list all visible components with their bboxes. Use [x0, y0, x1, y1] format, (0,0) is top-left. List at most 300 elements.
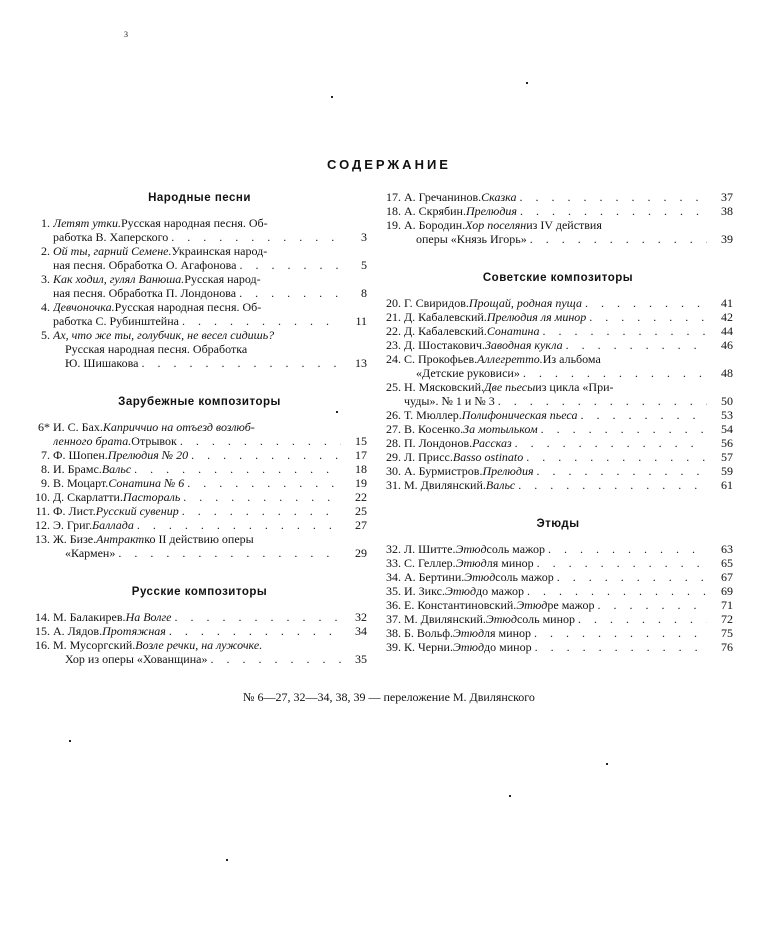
entry-body — [53, 638, 367, 666]
entry-text: Этюд — [444, 584, 477, 598]
entry-text: Протяжная — [102, 624, 166, 638]
entry-text: Этюд — [455, 556, 487, 570]
leader-dots — [517, 204, 707, 218]
entry-text: Ф. Лист. — [53, 504, 96, 518]
entry-body — [404, 338, 733, 352]
entry-line — [404, 380, 733, 394]
entry-body — [53, 272, 367, 300]
page-number: 53 — [721, 408, 733, 422]
leader-dots — [236, 258, 341, 272]
entry-text: Две пьесы — [484, 380, 536, 394]
entry-text: Этюд — [464, 570, 496, 584]
toc-entry[interactable] — [32, 420, 367, 448]
toc-entry[interactable] — [383, 570, 733, 584]
entry-body — [53, 504, 367, 518]
leader-dots — [534, 556, 707, 570]
entry-text: ная песня. Обработка О. Агафонова — [53, 258, 237, 272]
leader-dots — [177, 434, 341, 448]
print-speck — [606, 763, 608, 765]
section-heading: Народные песни — [148, 192, 251, 204]
entry-text: Русский сувенир — [95, 504, 179, 518]
page-number: 37 — [721, 190, 733, 204]
leader-dots — [179, 314, 341, 328]
entry-text: С. Геллер. — [404, 556, 456, 570]
entry-text: Прелюдия — [465, 204, 518, 218]
entry-number: 17. — [386, 190, 401, 204]
entry-text: Русская народная песня. Об- — [114, 300, 262, 314]
entry-line — [404, 366, 733, 380]
entry-number: 28. — [386, 436, 401, 450]
entry-number: 4. — [41, 300, 50, 314]
entry-text: Русская народная песня. Обработка — [65, 342, 248, 356]
toc-column-right — [383, 190, 733, 654]
entry-text: В. Моцарт. — [53, 476, 109, 490]
leader-dots — [554, 570, 707, 584]
toc-entry[interactable] — [32, 532, 367, 560]
entry-body — [53, 216, 367, 244]
entry-body — [404, 380, 733, 408]
entry-line — [404, 394, 733, 408]
entry-text: Л. Шитте. — [404, 542, 456, 556]
entry-text: Сонатина № 6 — [108, 476, 185, 490]
page-number: 69 — [721, 584, 733, 598]
entry-number: 32. — [386, 542, 401, 556]
entry-line — [53, 420, 367, 434]
entry-line — [404, 598, 733, 612]
entry-line — [404, 232, 733, 246]
toc-entry[interactable] — [383, 640, 733, 654]
entry-number: 30. — [386, 464, 401, 478]
entry-text: Basso ostinato — [452, 450, 524, 464]
entry-number: 20. — [386, 296, 401, 310]
toc-entry[interactable] — [383, 324, 733, 338]
page-number: 17 — [355, 448, 367, 462]
entry-text: И. Зикс. — [404, 584, 445, 598]
entry-text: Аллегретто. — [477, 352, 543, 366]
toc-entry[interactable] — [383, 296, 733, 310]
leader-dots — [539, 324, 707, 338]
entry-line — [53, 342, 367, 356]
entry-text: Д. Кабалевский. — [404, 324, 487, 338]
entry-body — [404, 324, 733, 338]
page-number: 50 — [721, 394, 733, 408]
entry-text: из IV действия — [526, 218, 602, 232]
entry-body — [53, 328, 367, 370]
entry-number: 25. — [386, 380, 401, 394]
entry-text: В. Косенко. — [404, 422, 464, 436]
toc-entry[interactable] — [32, 504, 367, 518]
page-number: 3 — [361, 230, 367, 244]
toc-entry[interactable] — [383, 408, 733, 422]
section-heading: Этюды — [536, 518, 580, 530]
entry-text: Ж. Бизе. — [53, 532, 97, 546]
entry-line — [53, 286, 367, 300]
leader-dots — [563, 338, 707, 352]
entry-line — [53, 652, 367, 666]
page-number: 5 — [361, 258, 367, 272]
entry-text: Д. Кабалевский. — [404, 310, 487, 324]
page-number: 27 — [355, 518, 367, 532]
toc-entry[interactable] — [383, 310, 733, 324]
leader-dots — [115, 546, 341, 560]
leader-dots — [236, 286, 341, 300]
entry-body — [404, 464, 733, 478]
entry-number: 36. — [386, 598, 401, 612]
entry-line — [404, 296, 733, 310]
leader-dots — [207, 652, 341, 666]
entry-text: А. Бертини. — [404, 570, 465, 584]
entry-text: Ф. Шопен. — [53, 448, 108, 462]
entry-text: соль минор — [516, 612, 576, 626]
page-number: 54 — [721, 422, 733, 436]
entry-text: Ю. Шишакова — [65, 356, 139, 370]
entry-text: до мажор — [476, 584, 524, 598]
leader-dots — [534, 464, 707, 478]
leader-dots — [184, 476, 341, 490]
entry-body — [53, 532, 367, 560]
entry-text: Хор поселян — [465, 218, 527, 232]
leader-dots — [517, 190, 708, 204]
toc-entry[interactable] — [32, 462, 367, 476]
toc-entry[interactable] — [383, 556, 733, 570]
entry-number: 14. — [35, 610, 50, 624]
entry-line — [404, 324, 733, 338]
toc-entry[interactable] — [383, 626, 733, 640]
entry-body — [53, 610, 367, 624]
leader-dots — [168, 230, 341, 244]
entry-body — [404, 584, 733, 598]
entry-line — [53, 638, 367, 652]
toc-entry[interactable] — [32, 490, 367, 504]
entry-text: За мотыльком — [463, 422, 538, 436]
toc-entry[interactable] — [383, 464, 733, 478]
leader-dots — [515, 478, 707, 492]
page-number: 25 — [355, 504, 367, 518]
entry-body — [404, 478, 733, 492]
leader-dots — [523, 450, 707, 464]
entry-line — [53, 328, 367, 342]
leader-dots — [188, 448, 341, 462]
entry-line — [53, 258, 367, 272]
entry-text: М. Двилянский. — [404, 478, 486, 492]
entry-body — [53, 490, 367, 504]
toc-entry[interactable] — [383, 450, 733, 464]
toc-entry[interactable] — [32, 638, 367, 666]
toc-entry[interactable] — [32, 610, 367, 624]
entry-line — [404, 338, 733, 352]
toc-entry[interactable] — [32, 272, 367, 300]
entry-text: Заводная кукла — [484, 338, 563, 352]
entry-body — [53, 518, 367, 532]
entry-body — [404, 436, 733, 450]
page-number: 39 — [721, 232, 733, 246]
entry-text: Хор из оперы «Хованщина» — [65, 652, 208, 666]
entry-text: Вальс — [485, 478, 516, 492]
entry-line — [53, 624, 367, 638]
entry-number: 23. — [386, 338, 401, 352]
entry-line — [404, 190, 733, 204]
entry-text: Д. Шостакович. — [404, 338, 485, 352]
entry-body — [404, 408, 733, 422]
entry-text: Этюд — [516, 598, 548, 612]
leader-dots — [577, 408, 707, 422]
leader-dots — [595, 598, 707, 612]
toc-entry[interactable] — [383, 204, 733, 218]
entry-text: Прощай, родная пуща — [468, 296, 583, 310]
leader-dots — [524, 584, 707, 598]
page-number: 44 — [721, 324, 733, 338]
entry-text: И. Брамс. — [53, 462, 102, 476]
toc-entry[interactable] — [32, 328, 367, 370]
entry-line — [404, 436, 733, 450]
entry-text: Прелюдия — [482, 464, 534, 478]
leader-dots — [172, 610, 342, 624]
entry-text: Т. Мюллер. — [404, 408, 462, 422]
leader-dots — [527, 232, 707, 246]
entry-line — [404, 422, 733, 436]
page-number: 32 — [355, 610, 367, 624]
entry-text: ля минор — [484, 626, 531, 640]
toc-entry[interactable] — [383, 478, 733, 492]
entry-line — [53, 532, 367, 546]
entry-number: 5. — [41, 328, 50, 342]
entry-body — [53, 420, 367, 448]
entry-text: оперы «Князь Игорь» — [416, 232, 527, 246]
entry-number: 6* — [38, 420, 50, 434]
leader-dots — [575, 612, 707, 626]
entry-text: Этюд — [452, 626, 485, 640]
entry-line — [53, 546, 367, 560]
entry-line — [53, 216, 367, 230]
toc-entry[interactable] — [383, 584, 733, 598]
entry-line — [404, 612, 733, 626]
leader-dots — [586, 310, 707, 324]
entry-text: И. С. Бах. — [53, 420, 103, 434]
entry-text: ре мажор — [547, 598, 595, 612]
entry-text: Л. Присс. — [404, 450, 453, 464]
entry-number: 35. — [386, 584, 401, 598]
entry-body — [53, 300, 367, 328]
print-speck — [69, 740, 71, 742]
entry-body — [404, 450, 733, 464]
entry-line — [404, 464, 733, 478]
leader-dots — [531, 626, 707, 640]
page-number: 42 — [721, 310, 733, 324]
page-folio: 3 — [124, 30, 128, 39]
entry-text: На Волге — [125, 610, 172, 624]
entry-line — [404, 584, 733, 598]
entry-line — [53, 244, 367, 258]
leader-dots — [538, 422, 707, 436]
entry-text: до минор — [484, 640, 532, 654]
page-number: 71 — [721, 598, 733, 612]
entry-line — [53, 230, 367, 244]
entry-number: 15. — [35, 624, 50, 638]
page-number: 8 — [361, 286, 367, 300]
entry-body — [404, 542, 733, 556]
entry-text: Возле речки, на лужочке. — [135, 638, 263, 652]
leader-dots — [495, 394, 707, 408]
entry-text: из цикла «При- — [535, 380, 614, 394]
entry-number: 3. — [41, 272, 50, 286]
entry-line — [404, 310, 733, 324]
entry-line — [53, 462, 367, 476]
entry-text: П. Лондонов. — [404, 436, 473, 450]
toc-entry[interactable] — [32, 216, 367, 244]
entry-line — [404, 408, 733, 422]
entry-number: 37. — [386, 612, 401, 626]
page-number: 11 — [355, 314, 367, 328]
page-number: 38 — [721, 204, 733, 218]
entry-text: Ах, что же ты, голубчик, не весел сидишь? — [53, 328, 275, 342]
page-number: 56 — [721, 436, 733, 450]
entry-text: Этюд — [452, 640, 485, 654]
toc-entry[interactable] — [383, 352, 733, 380]
entry-text: А. Гречанинов. — [404, 190, 482, 204]
toc-entry[interactable] — [383, 612, 733, 626]
entry-text: «Кармен» — [65, 546, 116, 560]
entry-body — [53, 244, 367, 272]
toc-entry[interactable] — [383, 218, 733, 246]
entry-text: Г. Свиридов. — [404, 296, 469, 310]
entry-body — [53, 448, 367, 462]
page-number: 75 — [721, 626, 733, 640]
entry-number: 2. — [41, 244, 50, 258]
toc-entry[interactable] — [32, 476, 367, 490]
leader-dots — [138, 356, 341, 370]
entry-text: Каприччио на отъезд возлюб- — [102, 420, 255, 434]
entry-number: 11. — [35, 504, 50, 518]
entry-number: 13. — [35, 532, 50, 546]
entry-line — [53, 434, 367, 448]
page-number: 63 — [721, 542, 733, 556]
entry-number: 27. — [386, 422, 401, 436]
entry-number: 10. — [35, 490, 50, 504]
entry-line — [404, 570, 733, 584]
entry-body — [53, 476, 367, 490]
page-title: СОДЕРЖАНИЕ — [327, 157, 451, 172]
entry-text: Как ходил, гулял Ванюша. — [53, 272, 185, 286]
entry-text: соль мажор — [486, 542, 546, 556]
section-heading: Зарубежные композиторы — [118, 396, 281, 408]
entry-body — [404, 204, 733, 218]
page-number: 59 — [721, 464, 733, 478]
entry-text: Этюд — [455, 542, 487, 556]
print-speck — [331, 96, 333, 98]
footer-note: № 6—27, 32—34, 38, 39 — переложение М. Двилянского — [243, 690, 535, 704]
entry-line — [404, 218, 733, 232]
entry-body — [53, 462, 367, 476]
toc-entry[interactable] — [32, 448, 367, 462]
entry-number: 22. — [386, 324, 401, 338]
entry-number: 18. — [386, 204, 401, 218]
entry-text: Э. Григ. — [53, 518, 93, 532]
page-number: 35 — [355, 652, 367, 666]
entry-number: 38. — [386, 626, 401, 640]
entry-text: работка С. Рубинштейна — [53, 314, 179, 328]
entry-number: 34. — [386, 570, 401, 584]
entry-line — [404, 204, 733, 218]
entry-line — [53, 448, 367, 462]
entry-text: Прелюдия ля минор — [486, 310, 587, 324]
leader-dots — [532, 640, 707, 654]
print-speck — [226, 859, 228, 861]
leader-dots — [512, 436, 707, 450]
entry-text: Сонатина — [486, 324, 540, 338]
entry-text: Рассказ — [472, 436, 512, 450]
entry-text: ко II действию оперы — [144, 532, 254, 546]
section-heading: Советские композиторы — [482, 272, 634, 284]
entry-text: Н. Мясковский. — [404, 380, 484, 394]
toc-entry[interactable] — [32, 244, 367, 272]
entry-line — [404, 450, 733, 464]
entry-text: чуды». № 1 и № 3 — [404, 394, 495, 408]
entry-text: ля минор — [486, 556, 534, 570]
entry-body — [404, 570, 733, 584]
entry-number: 16. — [35, 638, 50, 652]
entry-text: А. Лядов. — [53, 624, 103, 638]
entry-body — [404, 612, 733, 626]
toc-entry[interactable] — [383, 422, 733, 436]
entry-body — [404, 598, 733, 612]
page-number: 18 — [355, 462, 367, 476]
entry-number: 8. — [41, 462, 50, 476]
toc-entry[interactable] — [383, 380, 733, 408]
entry-line — [404, 626, 733, 640]
entry-number: 31. — [386, 478, 401, 492]
entry-text: Девчоночка. — [53, 300, 115, 314]
toc-entry[interactable] — [383, 190, 733, 204]
entry-number: 33. — [386, 556, 401, 570]
entry-line — [53, 356, 367, 370]
toc-entry[interactable] — [383, 598, 733, 612]
entry-number: 12. — [35, 518, 50, 532]
entry-text: ленного брата. — [53, 434, 132, 448]
entry-line — [404, 640, 733, 654]
entry-line — [53, 272, 367, 286]
toc-column-left — [32, 190, 367, 666]
toc-entry[interactable] — [32, 624, 367, 638]
entry-text: Полифоническая пьеса — [461, 408, 578, 422]
leader-dots — [131, 462, 341, 476]
page-number: 15 — [355, 434, 367, 448]
print-speck — [526, 82, 528, 84]
entry-number: 24. — [386, 352, 401, 366]
toc-entry[interactable] — [383, 542, 733, 556]
leader-dots — [582, 296, 707, 310]
entry-text: А. Скрябин. — [404, 204, 466, 218]
entry-text: Е. Константиновский. — [404, 598, 517, 612]
toc-entry[interactable] — [32, 300, 367, 328]
entry-number: 29. — [386, 450, 401, 464]
entry-number: 9. — [41, 476, 50, 490]
toc-entry[interactable] — [383, 338, 733, 352]
entry-text: М. Мусоргский. — [53, 638, 136, 652]
print-speck — [336, 411, 338, 413]
toc-entry[interactable] — [383, 436, 733, 450]
toc-entry[interactable] — [32, 518, 367, 532]
entry-text: Баллада — [92, 518, 134, 532]
leader-dots — [179, 504, 341, 518]
entry-text: М. Балакирев. — [53, 610, 126, 624]
entry-text: Летят утки. — [53, 216, 121, 230]
page-number: 61 — [721, 478, 733, 492]
page-number: 57 — [721, 450, 733, 464]
entry-body — [404, 296, 733, 310]
entry-text: Вальс — [101, 462, 132, 476]
page-number: 72 — [721, 612, 733, 626]
entry-text: Прелюдия № 20 — [107, 448, 189, 462]
